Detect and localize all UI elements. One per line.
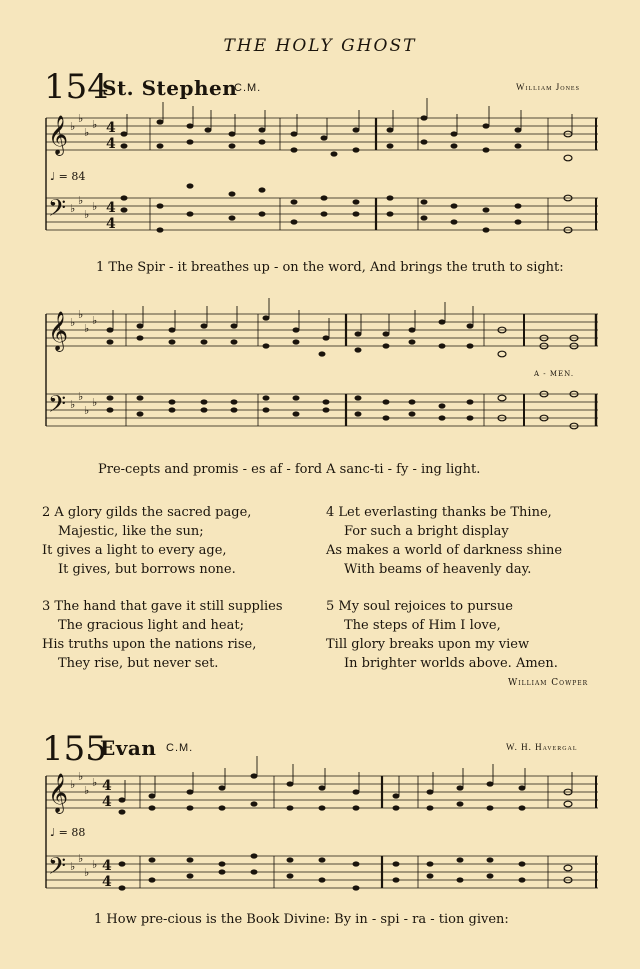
svg-text:♭: ♭ [70,120,76,133]
svg-text:♭: ♭ [84,322,90,335]
svg-text:4: 4 [106,136,116,152]
verse-line: Majestic, like the sun; [58,524,204,539]
verse-line: His truths upon the nations rise, [42,637,257,652]
verse-line: The steps of Him I love, [344,618,501,633]
composer: William Jones [516,82,580,92]
svg-text:𝄢: 𝄢 [48,390,67,423]
music-system-1 [40,112,606,244]
verse-5 [326,597,558,673]
svg-text:♭: ♭ [78,112,84,125]
svg-text:♭: ♭ [92,396,98,409]
verse-3 [42,597,283,673]
meter: C.M. [166,742,194,754]
svg-text:♭: ♭ [70,860,76,873]
svg-text:♭: ♭ [84,208,90,221]
verse-line: For such a bright display [344,524,509,539]
verse-line: The gracious light and heat; [58,618,244,633]
svg-text:♭: ♭ [92,118,98,131]
tempo-marking: ♩ = 88 [50,826,86,839]
verse-line: They rise, but never set. [58,656,219,671]
verse-line: With beams of heavenly day. [344,562,532,577]
svg-text:4: 4 [106,216,116,232]
lyric-line: Pre-cepts and promis - es af - ford A sanc-ti - fy - ing light. [98,462,481,477]
svg-text:♭: ♭ [78,390,84,403]
verse-2 [42,503,251,579]
svg-text:4: 4 [102,794,112,810]
verse-line: 2 A glory gilds the sacred page, [42,505,252,520]
svg-text:♭: ♭ [78,770,84,783]
verse-line: 4 Let everlasting thanks be Thine, [326,505,552,520]
svg-text:𝄞: 𝄞 [48,115,69,155]
svg-text:♭: ♭ [84,404,90,417]
svg-text:♭: ♭ [70,202,76,215]
svg-text:♭: ♭ [92,314,98,327]
svg-text:4: 4 [106,120,116,136]
verse-line: In brighter worlds above. Amen. [344,656,558,671]
meter: C.M. [234,82,262,94]
svg-text:♭: ♭ [92,858,98,871]
verse-line: It gives a light to every age, [42,543,227,558]
music-system-3 [40,770,606,900]
svg-text:♭: ♭ [78,194,84,207]
verse-line: As makes a world of darkness shine [326,543,563,558]
svg-text:♭: ♭ [78,308,84,321]
svg-text:♭: ♭ [70,316,76,329]
svg-text:4: 4 [102,778,112,794]
svg-text:♭: ♭ [70,778,76,791]
hymn-number: 154 [44,67,109,107]
svg-text:4: 4 [106,200,116,216]
svg-text:♭: ♭ [84,126,90,139]
lyric-line: 1 The Spir - it breathes up - on the word, And brings the truth to sight: [96,260,564,275]
verse-line: It gives, but borrows none. [58,562,236,577]
svg-text:♭: ♭ [92,776,98,789]
svg-text:𝄢: 𝄢 [48,852,67,885]
tempo-marking: ♩ = 84 [50,170,86,183]
page-header: THE HOLY GHOST [223,36,417,56]
svg-text:♭: ♭ [78,852,84,865]
verse-4 [326,503,562,579]
lyric-line: 1 How pre-cious is the Book Divine: By in - spi - ra - tion given: [94,912,509,927]
svg-text:♭: ♭ [84,784,90,797]
verse-line: 5 My soul rejoices to pursue [326,599,513,614]
verse-line: 3 The hand that gave it still supplies [42,599,283,614]
music-system-2 [40,308,606,440]
tune-name: Evan [100,736,157,760]
svg-text:4: 4 [102,858,112,874]
hymn-author: William Cowper [508,678,589,688]
svg-text:4: 4 [102,874,112,890]
composer: W. H. Havergal [506,742,578,752]
hymn-number: 155 [42,729,107,769]
svg-text:♭: ♭ [70,398,76,411]
svg-text:♭: ♭ [92,200,98,213]
svg-text:𝄢: 𝄢 [48,194,67,227]
svg-text:𝄞: 𝄞 [48,773,69,813]
amen-label: A - MEN. [534,370,575,378]
tune-name: St. Stephen [102,76,238,100]
verse-line: Till glory breaks upon my view [326,637,530,652]
svg-text:𝄞: 𝄞 [48,311,69,351]
svg-text:♭: ♭ [84,866,90,879]
